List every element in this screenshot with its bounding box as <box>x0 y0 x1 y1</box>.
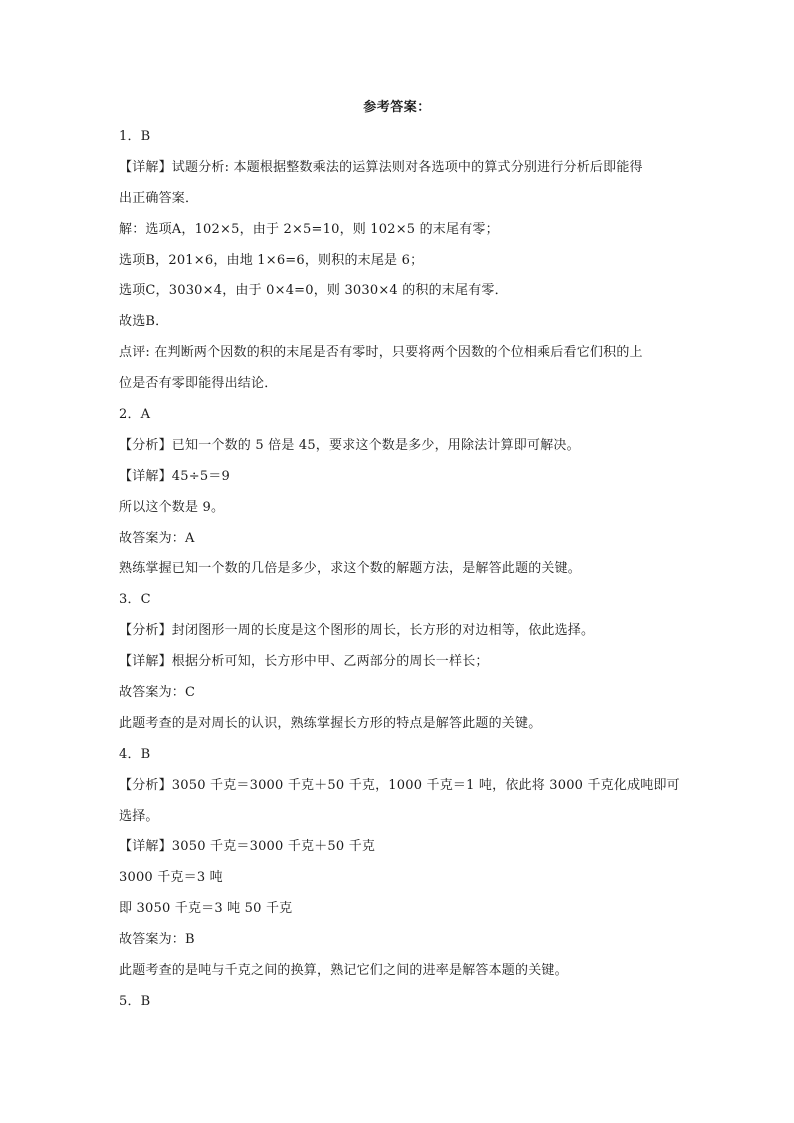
answer-line: 所以这个数是 9。 <box>119 499 225 515</box>
answer-line: 【分析】封闭图形一周的长度是这个图形的周长，长方形的对边相等，依此选择。 <box>119 623 595 639</box>
answer-line: 故答案为：C <box>119 685 196 701</box>
page-title: 参考答案： <box>363 100 431 115</box>
answer-line: 故答案为：A <box>119 530 195 546</box>
answer-line: 3．C <box>119 592 151 608</box>
answer-line: 【详解】试题分析: 本题根据整数乘法的运算法则对各选项中的算式分别进行分析后即能得 <box>119 159 643 175</box>
answer-line: 故答案为：B <box>119 932 195 948</box>
answer-line: 4．B <box>119 746 151 762</box>
answer-line: 位是否有零即能得出结论． <box>119 376 278 392</box>
answer-line: 故选B． <box>119 314 169 330</box>
answer-line: 【详解】3050 千克＝3000 千克＋50 千克 <box>119 839 376 855</box>
answer-line: 出正确答案． <box>119 190 199 206</box>
answer-content <box>119 122 679 1018</box>
answer-line: 选项C，3030×4，由于 0×4=0，则 3030×4 的积的末尾有零． <box>119 283 508 299</box>
answer-line: 选择。 <box>119 808 159 824</box>
answer-line: 熟练掌握已知一个数的几倍是多少，求这个数的解题方法，是解答此题的关键。 <box>119 561 582 577</box>
answer-line: 即 3050 千克＝3 吨 50 千克 <box>119 901 293 917</box>
answer-line: 1．B <box>119 129 151 144</box>
answer-line: 【分析】3050 千克＝3000 千克＋50 千克，1000 千克＝1 吨，依此将 3000 千克化成吨即可 <box>119 777 680 793</box>
answer-line: 选项B，201×6，由地 1×6=6，则积的末尾是 6； <box>119 252 424 268</box>
answer-line: 点评: 在判断两个因数的积的末尾是否有零时，只要将两个因数的个位相乘后看它们积的上 <box>119 345 643 361</box>
answer-line: 【分析】已知一个数的 5 倍是 45，要求这个数是多少，用除法计算即可解决。 <box>119 437 580 453</box>
answer-line: 解：选项A，102×5，由于 2×5=10，则 102×5 的末尾有零； <box>119 221 499 237</box>
answer-line: 此题考查的是吨与千克之间的换算，熟记它们之间的进率是解答本题的关键。 <box>119 963 568 979</box>
answer-line: 2．A <box>119 407 151 423</box>
answer-line: 3000 千克＝3 吨 <box>119 870 223 886</box>
answer-line: 【详解】45÷5＝9 <box>119 468 230 484</box>
answer-line: 【详解】根据分析可知，长方形中甲、乙两部分的周长一样长； <box>119 654 489 670</box>
answer-line: 此题考查的是对周长的认识，熟练掌握长方形的特点是解答此题的关键。 <box>119 715 542 731</box>
answer-line: 5．B <box>119 993 151 1009</box>
